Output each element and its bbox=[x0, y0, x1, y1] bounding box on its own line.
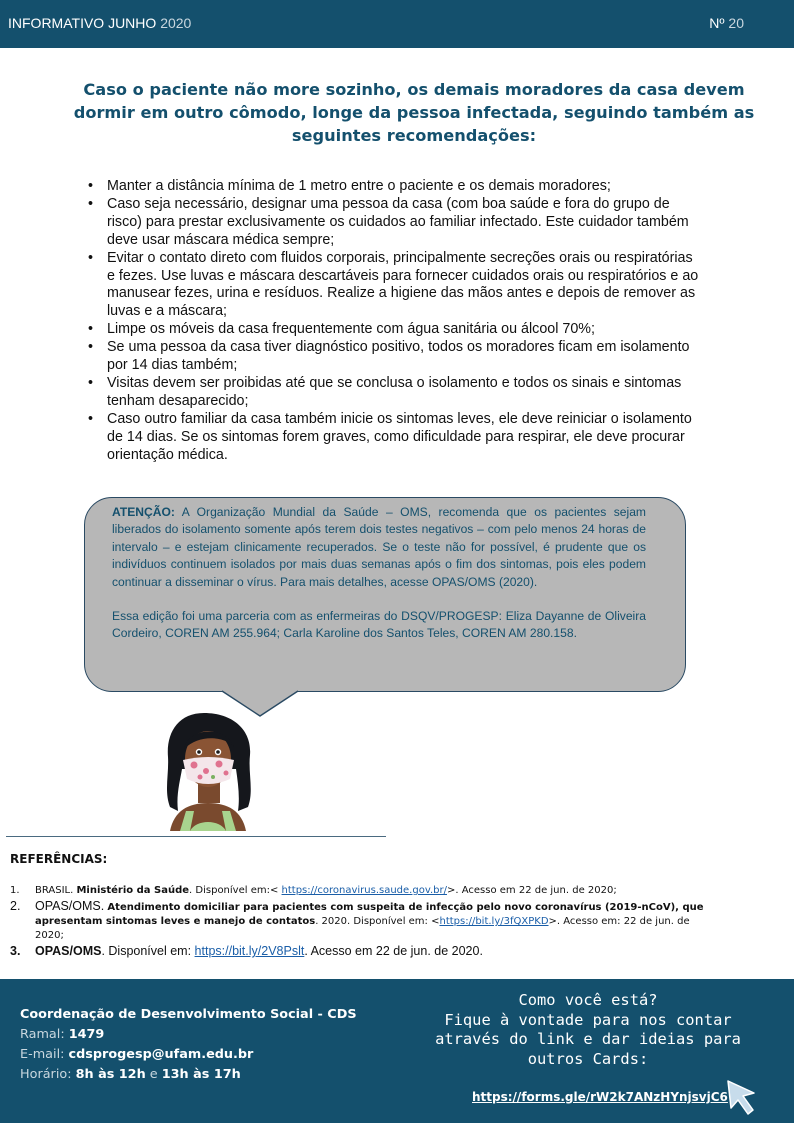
ramal-line: Ramal: 1479 bbox=[20, 1027, 105, 1042]
references-title: REFERÊNCIAS: bbox=[10, 852, 108, 866]
email-line: E-mail: cdsprogesp@ufam.edu.br bbox=[20, 1047, 254, 1062]
cursor-arrow-icon bbox=[722, 1077, 760, 1117]
hours-line: Horário: 8h às 12h e 13h às 17h bbox=[20, 1067, 241, 1082]
reference-link[interactable]: https://bit.ly/3fQXPKD bbox=[439, 916, 549, 927]
newsletter-title: INFORMATIVO JUNHO 2020 bbox=[8, 15, 192, 31]
footer-bar bbox=[0, 979, 794, 1123]
list-item: • Visitas devem ser proibidas até que se conclusa o isolamento e todos os sinais e sintomas tenham desaparecido; bbox=[88, 375, 702, 411]
partnership-note: Essa edição foi uma parceria com as enfermeiras do DSQV/PROGESP: Eliza Dayanne de Oliveira Cordeiro, COREN AM 255.964; Carla Karoline dos Santos Teles, COREN AM 280.158. bbox=[112, 609, 646, 641]
woman-mask-illustration bbox=[156, 707, 260, 831]
references-list bbox=[8, 884, 720, 959]
feedback-form-link[interactable]: https://forms.gle/rW2k7ANzHYnjsvjC6 bbox=[472, 1090, 728, 1104]
feedback-prompt: Como você está? Fique à vontade para nos contar através do link e dar ideias para outros Cards: bbox=[435, 991, 741, 1068]
attention-label: ATENÇÃO: bbox=[112, 505, 175, 519]
list-item: • Caso seja necessário, designar uma pessoa da casa (com boa saúde e fora do grupo de risco) para prestar exclusivamente os cuidados ao familiar infectado. Este cuidador também deve usar máscara médica sempre; bbox=[88, 196, 702, 250]
reference-item: 2. OPAS/OMS. Atendimento domiciliar para pacientes com suspeita de infecção pelo novo coronavírus (2019-nCoV), que apresentam sintomas leves e manejo de contatos. 2020. Disponível em: <https://bit.ly/3fQXPKD>. Acesso em: 22 de jun. de 2020; bbox=[10, 899, 704, 941]
reference-link[interactable]: https://bit.ly/2V8Pslt bbox=[194, 944, 305, 958]
org-name: Coordenação de Desenvolvimento Social - CDS bbox=[20, 1007, 357, 1022]
reference-link[interactable]: https://coronavirus.saude.gov.br/ bbox=[281, 885, 447, 896]
contact-info bbox=[20, 1005, 357, 1085]
reference-item: 1. BRASIL. Ministério da Saúde. Disponível em:< https://coronavirus.saude.gov.br/>. Acesso em 22 de jun. de 2020; bbox=[10, 885, 617, 896]
divider-line bbox=[6, 836, 386, 837]
newsletter-year: 2020 bbox=[160, 15, 192, 31]
list-item: • Manter a distância mínima de 1 metro entre o paciente e os demais moradores; bbox=[88, 178, 702, 196]
list-item: • Se uma pessoa da casa tiver diagnóstico positivo, todos os moradores ficam em isolamento por 14 dias também; bbox=[88, 339, 702, 375]
recommendations-list bbox=[88, 178, 702, 465]
list-item: • Evitar o contato direto com fluidos corporais, principalmente secreções orais ou respiratórias e fezes. Use luvas e máscara descartáveis para fornecer cuidados orais ou respiratórios e ao manusear fezes, urina e resíduos. Realize a higiene das mãos antes e depois de remover as luvas e a máscara; bbox=[88, 250, 702, 322]
intro-heading: Caso o paciente não more sozinho, os demais moradores da casa devem dormir em outro cômodo, longe da pessoa infectada, seguindo também as seguintes recomendações: bbox=[73, 80, 755, 145]
list-item: • Limpe os móveis da casa frequentemente com água sanitária ou álcool 70%; bbox=[88, 321, 702, 339]
list-item: • Caso outro familiar da casa também inicie os sintomas leves, ele deve reiniciar o isolamento de 14 dias. Se os sintomas forem graves, como dificuldade para respirar, ele deve procurar orientação médica. bbox=[88, 411, 702, 465]
reference-item: 3. OPAS/OMS. Disponível em: https://bit.ly/2V8Pslt. Acesso em 22 de jun. de 2020. bbox=[10, 944, 483, 958]
issue-number: Nº 20 bbox=[709, 15, 744, 31]
header-bar bbox=[0, 0, 794, 48]
attention-body: A Organização Mundial da Saúde – OMS, recomenda que os pacientes sejam liberados do isolamento somente após terem dois testes negativos – com pelo menos 24 horas de intervalo – e estejam clinicamente recuperados. Se o teste não for possível, é prudente que os indivíduos continuem isolados por mais duas semanas após o fim dos sintomas, pois eles podem continuar a disseminar o vírus. Para mais detalhes, acesse OPAS/OMS (2020). bbox=[112, 505, 646, 589]
attention-text bbox=[112, 504, 646, 643]
email-address[interactable]: cdsprogesp@ufam.edu.br bbox=[68, 1047, 254, 1062]
